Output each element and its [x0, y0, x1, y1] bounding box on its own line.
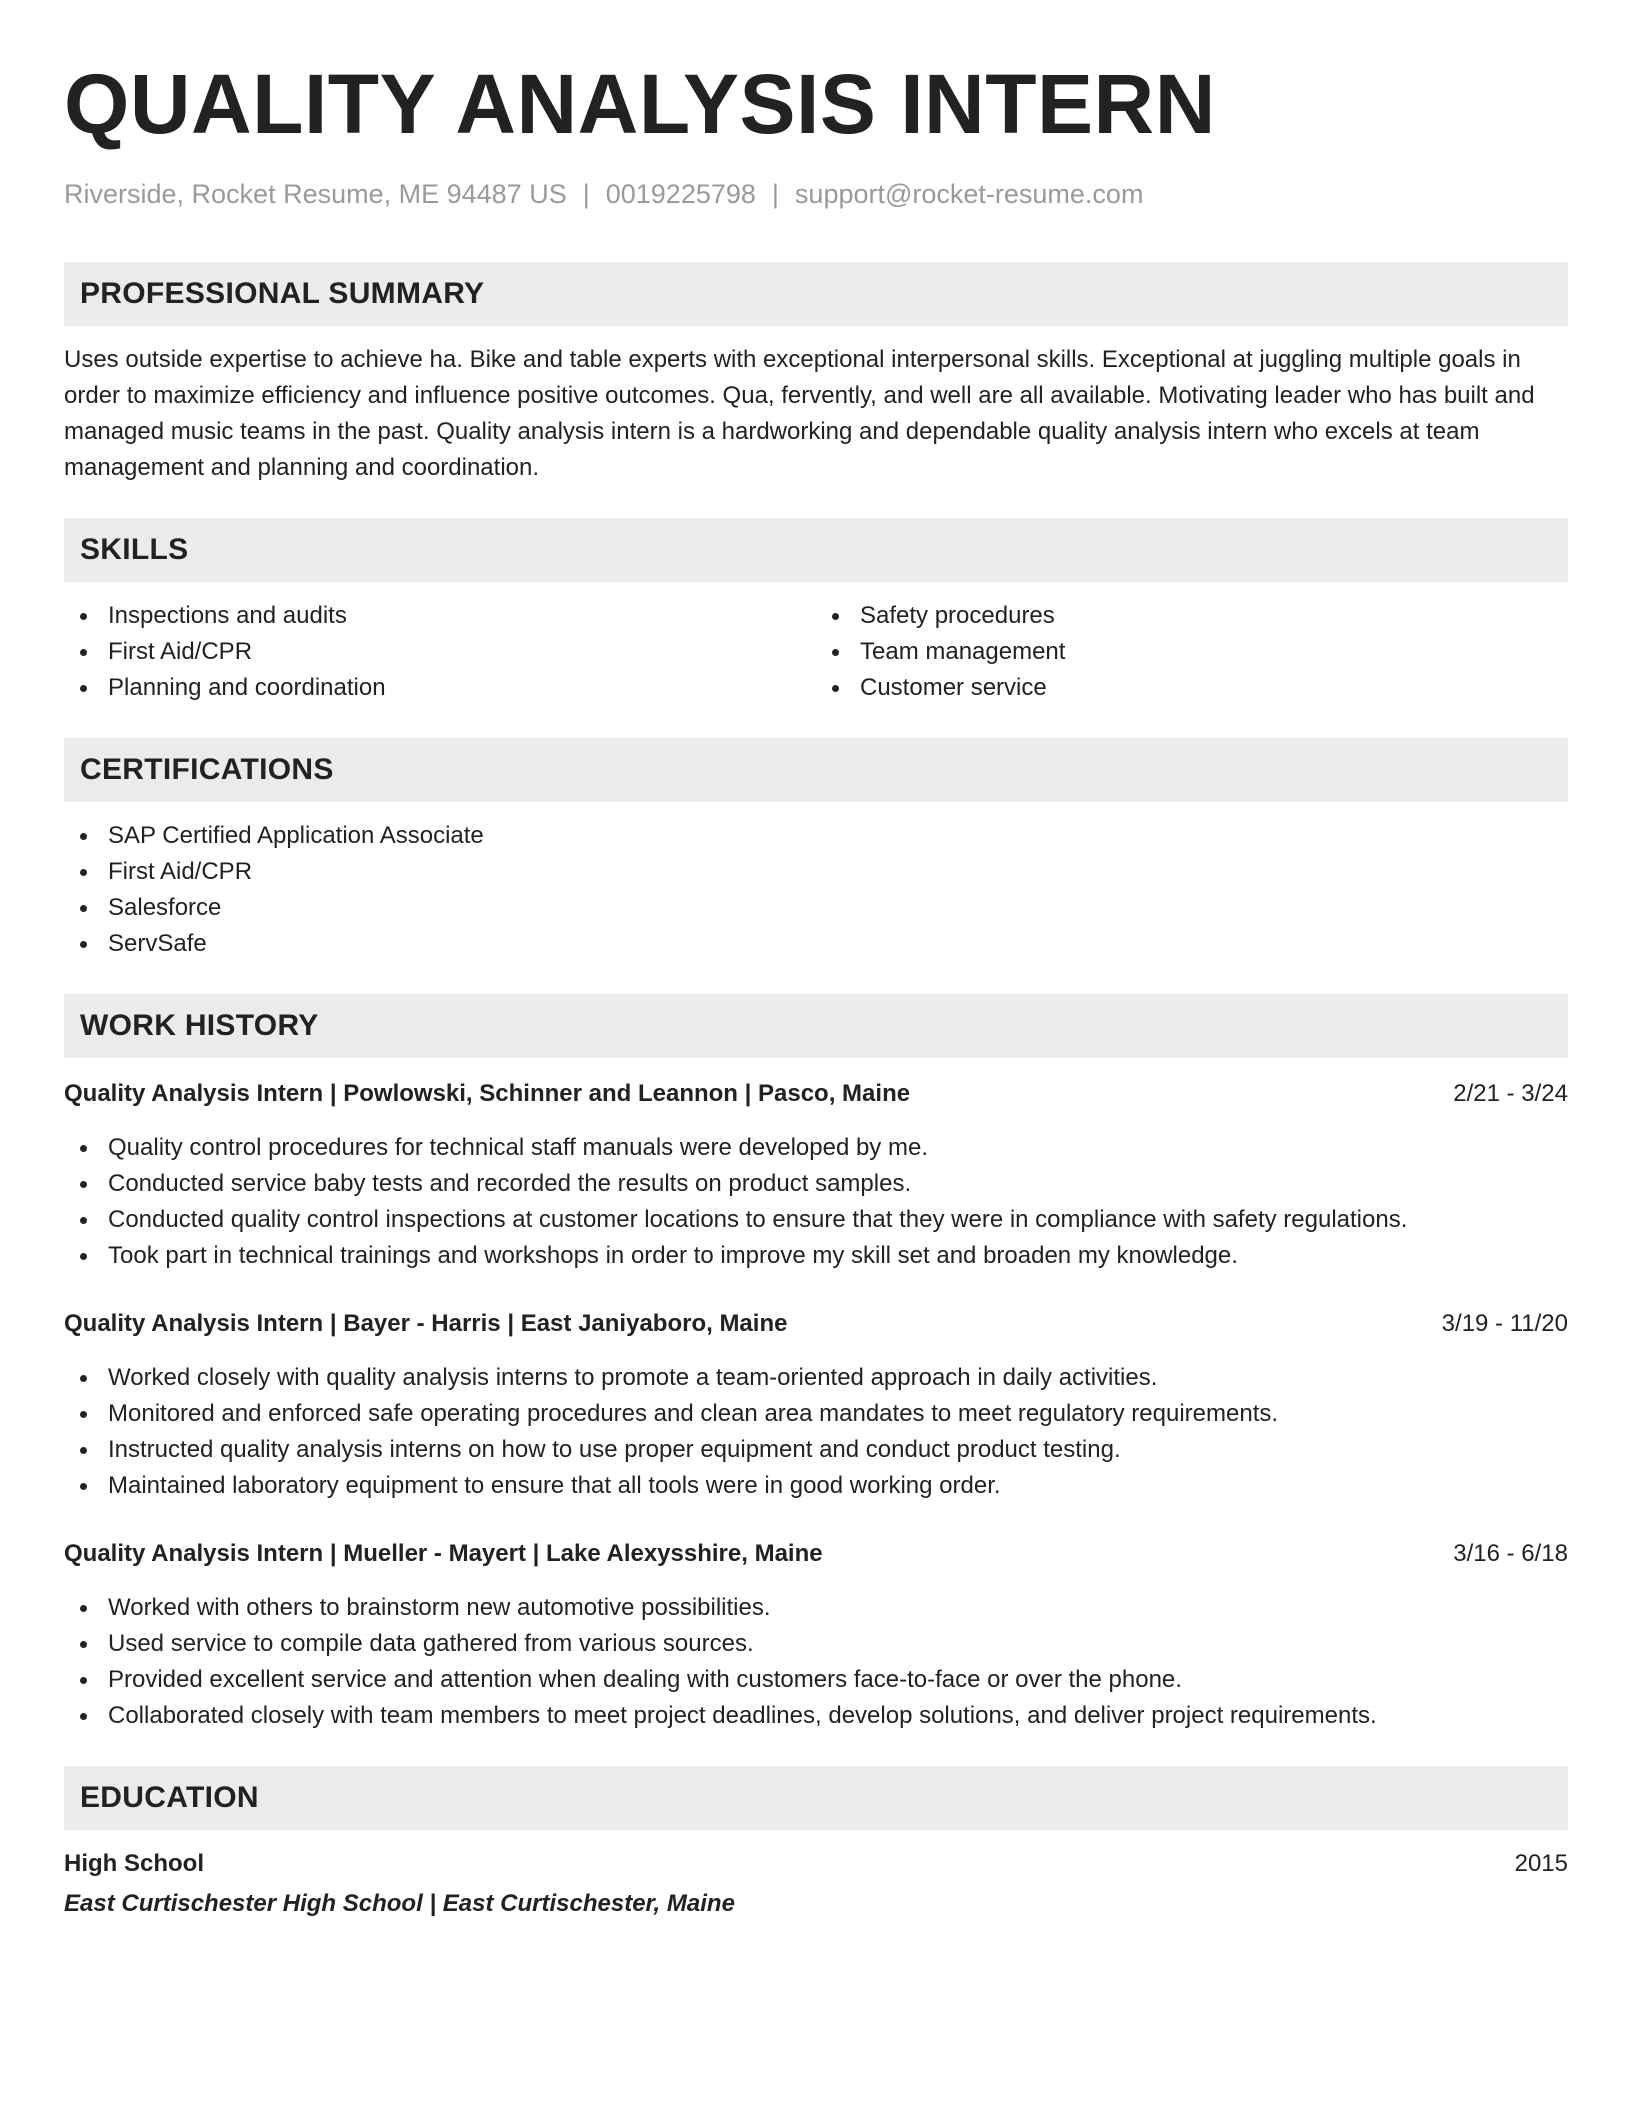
job-bullet: Took part in technical trainings and workshops in order to improve my skill set and broaden my knowledge. [64, 1238, 1568, 1274]
job-bullet: Maintained laboratory equipment to ensure that all tools were in good working order. [64, 1468, 1568, 1504]
job-bullet: Conducted service baby tests and recorded the results on product samples. [64, 1166, 1568, 1202]
certifications-heading: CERTIFICATIONS [64, 738, 1568, 802]
contact-address: Riverside, Rocket Resume, ME 94487 US [64, 179, 567, 209]
skills-column-right [816, 598, 1568, 706]
skills-grid [64, 598, 1568, 706]
contact-separator: | [771, 179, 779, 209]
job-entry [64, 1536, 1568, 1734]
contact-line [64, 176, 1568, 212]
job-dates: 3/19 - 11/20 [1441, 1310, 1568, 1337]
job-bullets [64, 1130, 1568, 1274]
certification-item: SAP Certified Application Associate [64, 818, 1568, 854]
skill-item: Planning and coordination [64, 670, 816, 706]
job-entry [64, 1306, 1568, 1504]
certification-item: ServSafe [64, 926, 1568, 962]
skill-item: Customer service [816, 670, 1568, 706]
job-bullet: Provided excellent service and attention when dealing with customers face-to-face or over the phone. [64, 1662, 1568, 1698]
job-dates: 2/21 - 3/24 [1453, 1080, 1568, 1107]
skills-heading: SKILLS [64, 518, 1568, 582]
contact-phone: 0019225798 [605, 179, 756, 209]
skill-item: Inspections and audits [64, 598, 816, 634]
job-title: Quality Analysis Intern | Mueller - Mayert | Lake Alexysshire, Maine [64, 1540, 823, 1567]
certification-item: First Aid/CPR [64, 854, 1568, 890]
job-bullets [64, 1590, 1568, 1734]
job-bullet: Quality control procedures for technical staff manuals were developed by me. [64, 1130, 1568, 1166]
education-degree: High School [64, 1850, 204, 1877]
job-bullet: Worked with others to brainstorm new automotive possibilities. [64, 1590, 1568, 1626]
candidate-name: QUALITY ANALYSIS INTERN [64, 57, 1216, 151]
summary-text: Uses outside expertise to achieve ha. Bike and table experts with exceptional interpersonal skills. Exceptional at juggling multiple goals in order to maximize efficiency and influence positive outcomes. Qua, fervently, and well are all available. Motivating leader who has built and managed music teams in the past. Quality analysis intern is a hardworking and dependable quality analysis intern who excels at team management and planning and coordination. [64, 346, 1535, 481]
certification-item: Salesforce [64, 890, 1568, 926]
job-bullet: Used service to compile data gathered from various sources. [64, 1626, 1568, 1662]
job-bullet: Monitored and enforced safe operating procedures and clean area mandates to meet regulatory requirements. [64, 1396, 1568, 1432]
contact-separator: | [582, 179, 590, 209]
skill-item: Team management [816, 634, 1568, 670]
certifications-list [64, 818, 1568, 962]
job-bullet: Instructed quality analysis interns on how to use proper equipment and conduct product testing. [64, 1432, 1568, 1468]
job-title: Quality Analysis Intern | Powlowski, Schinner and Leannon | Pasco, Maine [64, 1080, 911, 1107]
job-dates: 3/16 - 6/18 [1453, 1540, 1568, 1567]
skill-item: Safety procedures [816, 598, 1568, 634]
job-bullet: Conducted quality control inspections at customer locations to ensure that they were in compliance with safety regulations. [64, 1202, 1568, 1238]
job-bullets [64, 1360, 1568, 1504]
summary-heading: PROFESSIONAL SUMMARY [64, 262, 1568, 326]
job-title: Quality Analysis Intern | Bayer - Harris | East Janiyaboro, Maine [64, 1310, 788, 1337]
skills-column-left [64, 598, 816, 706]
education-year: 2015 [1514, 1850, 1568, 1877]
job-bullet: Collaborated closely with team members to meet project deadlines, develop solutions, and deliver project requirements. [64, 1698, 1568, 1734]
education-entry [64, 1846, 1568, 1922]
education-heading: EDUCATION [64, 1766, 1568, 1830]
contact-email: support@rocket-resume.com [794, 179, 1144, 209]
work-history-heading: WORK HISTORY [64, 994, 1568, 1058]
skill-item: First Aid/CPR [64, 634, 816, 670]
job-entry [64, 1076, 1568, 1274]
job-bullet: Worked closely with quality analysis interns to promote a team-oriented approach in daily activities. [64, 1360, 1568, 1396]
education-school: East Curtischester High School | East Curtischester, Maine [64, 1890, 735, 1917]
